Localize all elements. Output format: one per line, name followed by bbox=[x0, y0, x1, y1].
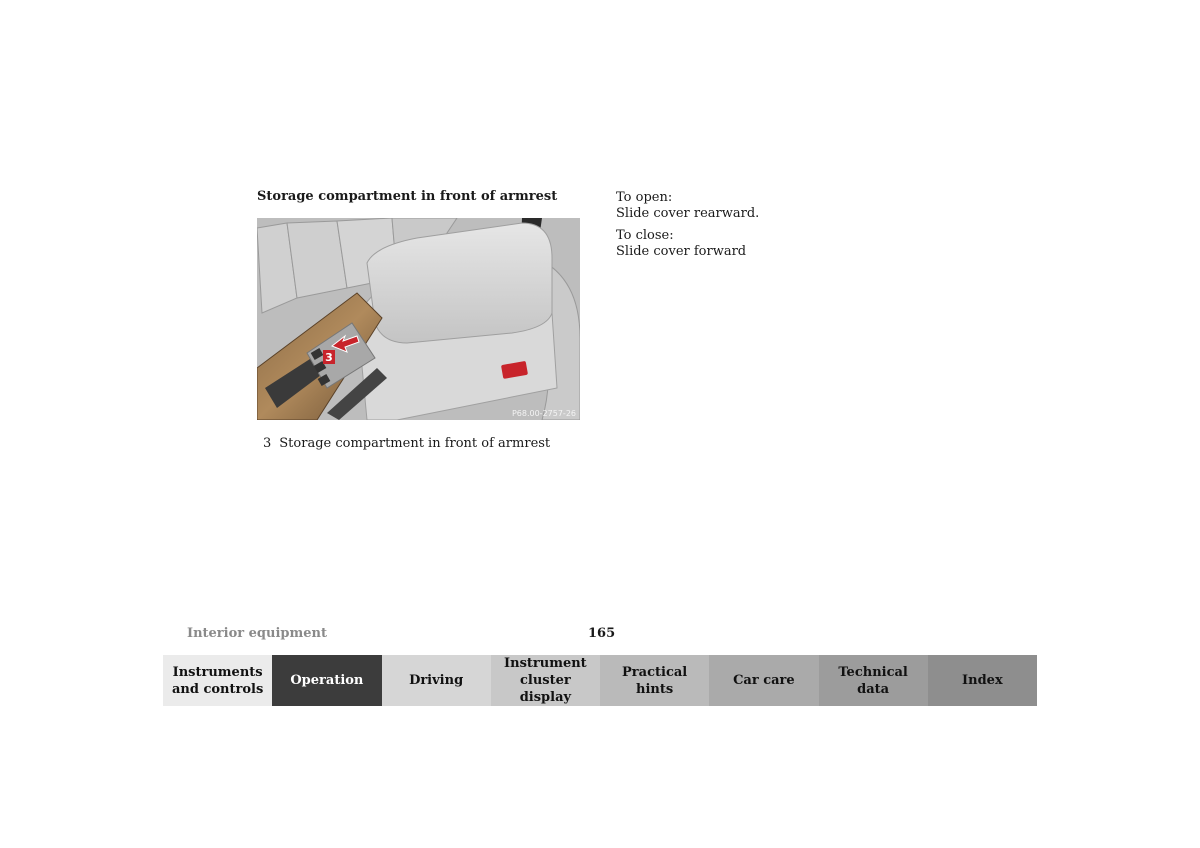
tab-practical-hints[interactable] bbox=[600, 655, 709, 706]
armrest-illustration-drawing bbox=[257, 218, 580, 420]
tab-instruments-and-controls[interactable] bbox=[163, 655, 272, 706]
tab-label: Car care bbox=[733, 673, 795, 688]
close-instruction bbox=[616, 228, 759, 260]
tab-label-line1: Instruments bbox=[172, 664, 263, 680]
close-label: To close: bbox=[616, 228, 674, 243]
tab-instrument-cluster-display[interactable] bbox=[491, 655, 600, 706]
figure-code: P68.00-2757-26 bbox=[511, 409, 576, 418]
instructions bbox=[616, 190, 759, 266]
tab-label-line1: Technical bbox=[838, 664, 908, 680]
caption-number: 3 bbox=[263, 436, 272, 451]
footer-section-title: Interior equipment bbox=[187, 626, 327, 641]
page-number: 165 bbox=[588, 626, 616, 641]
tab-label-line1: Instrument bbox=[504, 656, 587, 671]
caption-text: Storage compartment in front of armrest bbox=[279, 436, 551, 451]
tab-index[interactable] bbox=[928, 655, 1037, 706]
tab-technical-data[interactable] bbox=[819, 655, 928, 706]
figure-caption bbox=[263, 436, 550, 451]
chapter-nav bbox=[163, 655, 1037, 706]
tab-label: Practical hints bbox=[622, 664, 688, 697]
tab-label-line2: cluster display bbox=[519, 673, 572, 705]
tab-driving[interactable] bbox=[382, 655, 491, 706]
tab-label: Operation bbox=[290, 673, 364, 688]
tab-label-line2: data bbox=[857, 681, 890, 697]
tab-label: Index bbox=[962, 673, 1003, 688]
open-instruction bbox=[616, 190, 759, 222]
armrest-illustration bbox=[257, 218, 580, 420]
open-label: To open: bbox=[616, 190, 673, 205]
tab-operation[interactable] bbox=[272, 655, 381, 706]
tab-label-line2: and controls bbox=[171, 681, 264, 697]
section-heading: Storage compartment in front of armrest bbox=[257, 189, 558, 204]
open-text: Slide cover rearward. bbox=[616, 206, 760, 221]
tab-car-care[interactable] bbox=[709, 655, 818, 706]
close-text: Slide cover forward bbox=[616, 244, 747, 259]
tab-label: Driving bbox=[409, 673, 464, 688]
callout-label: 3 bbox=[325, 351, 333, 364]
